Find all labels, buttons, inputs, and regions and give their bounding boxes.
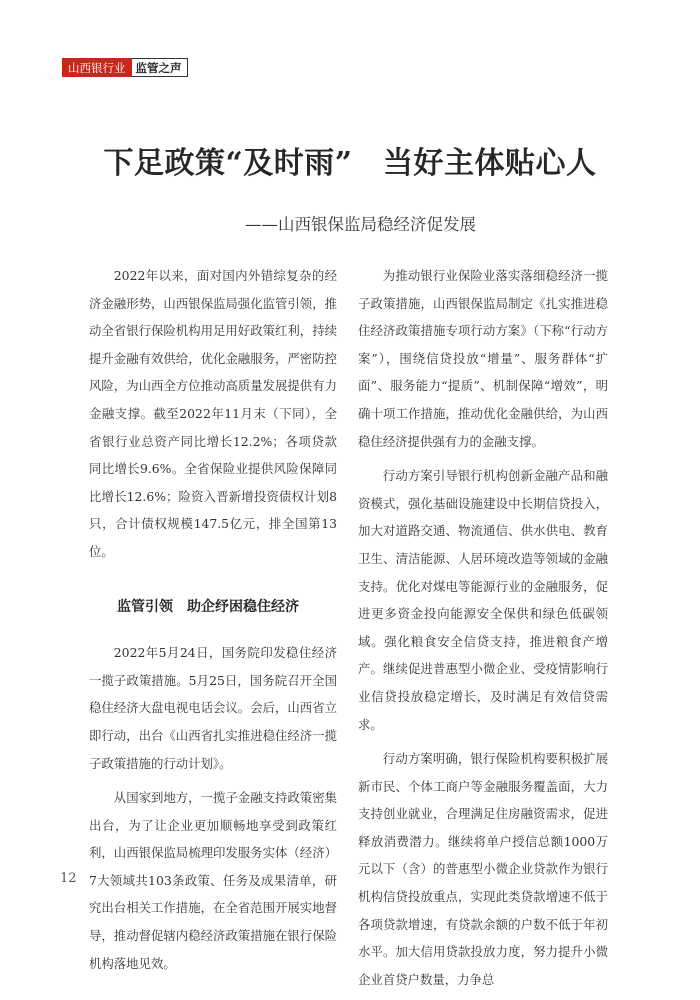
- body-paragraph: 行动方案引导银行机构创新金融产品和融资模式，强化基础设施建设中长期信贷投入，加大对道路交通、物流通信、供水供电、教育卫生、清洁能源、人居环境改造等领域的金融支持。优化对煤电等能源行业的金融服务，促进更多资金投向能源安全保供和绿色低碳领域。强化粮食安全信贷支持，推进粮食产增产。继续促进普惠型小微企业、受疫情影响行业信贷投放稳定增长，及时满足有效信贷需求。: [358, 468, 608, 732]
- body-paragraph: 从国家到地方，一揽子金融支持政策密集出台，为了让企业更加顺畅地享受到政策红利，山西银保监局梳理印发服务实体（经济）7大领域共103条政策、任务及成果清单，研究出台相关工作措施，在全省范围开展实地督导，推动督促辖内稳经济政策措施在银行保险机构落地见效。: [89, 790, 337, 971]
- left-column: [89, 262, 337, 984]
- article-subtitle: ——山西银保监局稳经济促发展: [245, 215, 476, 234]
- body-paragraph: 为推动银行业保险业落实落细稳经济一揽子政策措施，山西银保监局制定《扎实推进稳住经济政策措施专项行动方案》（下称“行动方案”），围绕信贷投放“增量”、服务群体“扩面”、服务能力“提质”、机制保障“增效”，明确十项工作措施，推动优化金融供给，为山西稳住经济提供强有力的金融支撑。: [358, 268, 608, 449]
- intro-paragraph: 2022年以来，面对国内外错综复杂的经济金融形势，山西银保监局强化监管引领，推动全省银行保险机构用足用好政策红利，持续提升金融有效供给，优化金融服务，严密防控风险，为山西全方位推动高质量发展提供有力金融支撑。截至2022年11月末（下同），全省银行业总资产同比增长12.2%；各项贷款同比增长9.6%。全省保险业提供风险保障同比增长12.6%；险资入晋新增投资债权计划8只，合计债权规模147.5亿元，排全国第13位。: [89, 268, 337, 559]
- right-column: [358, 262, 608, 1000]
- column-label: 监管之声: [132, 58, 188, 77]
- body-paragraph: 行动方案明确，银行保险机构要积极扩展新市民、个体工商户等金融服务覆盖面，大力支持创业就业，合理满足住房融资需求，促进释放消费潜力。继续将单户授信总额1000万元以下（含）的普惠型小微企业贷款作为银行机构信贷投放重点，实现此类贷款增速不低于各项贷款增速，有贷款余额的户数不低于年初水平。加大信用贷款投放力度，努力提升小微企业首贷户数量，力争总: [358, 751, 608, 987]
- section-heading: 监管引领 助企纾困稳住经济: [117, 598, 299, 615]
- body-paragraph: 2022年5月24日，国务院印发稳住经济一揽子政策措施。5月25日，国务院召开全国稳住经济大盘电视电话会议。会后，山西省立即行动，出台《山西省扎实推进稳住经济一揽子政策措施的行动计划》。: [89, 645, 337, 771]
- column-tag: [62, 58, 188, 77]
- page-number: 12: [60, 871, 77, 886]
- article-title: 下足政策“及时雨” 当好主体贴心人: [103, 146, 597, 181]
- section-label: 山西银行业: [62, 58, 132, 77]
